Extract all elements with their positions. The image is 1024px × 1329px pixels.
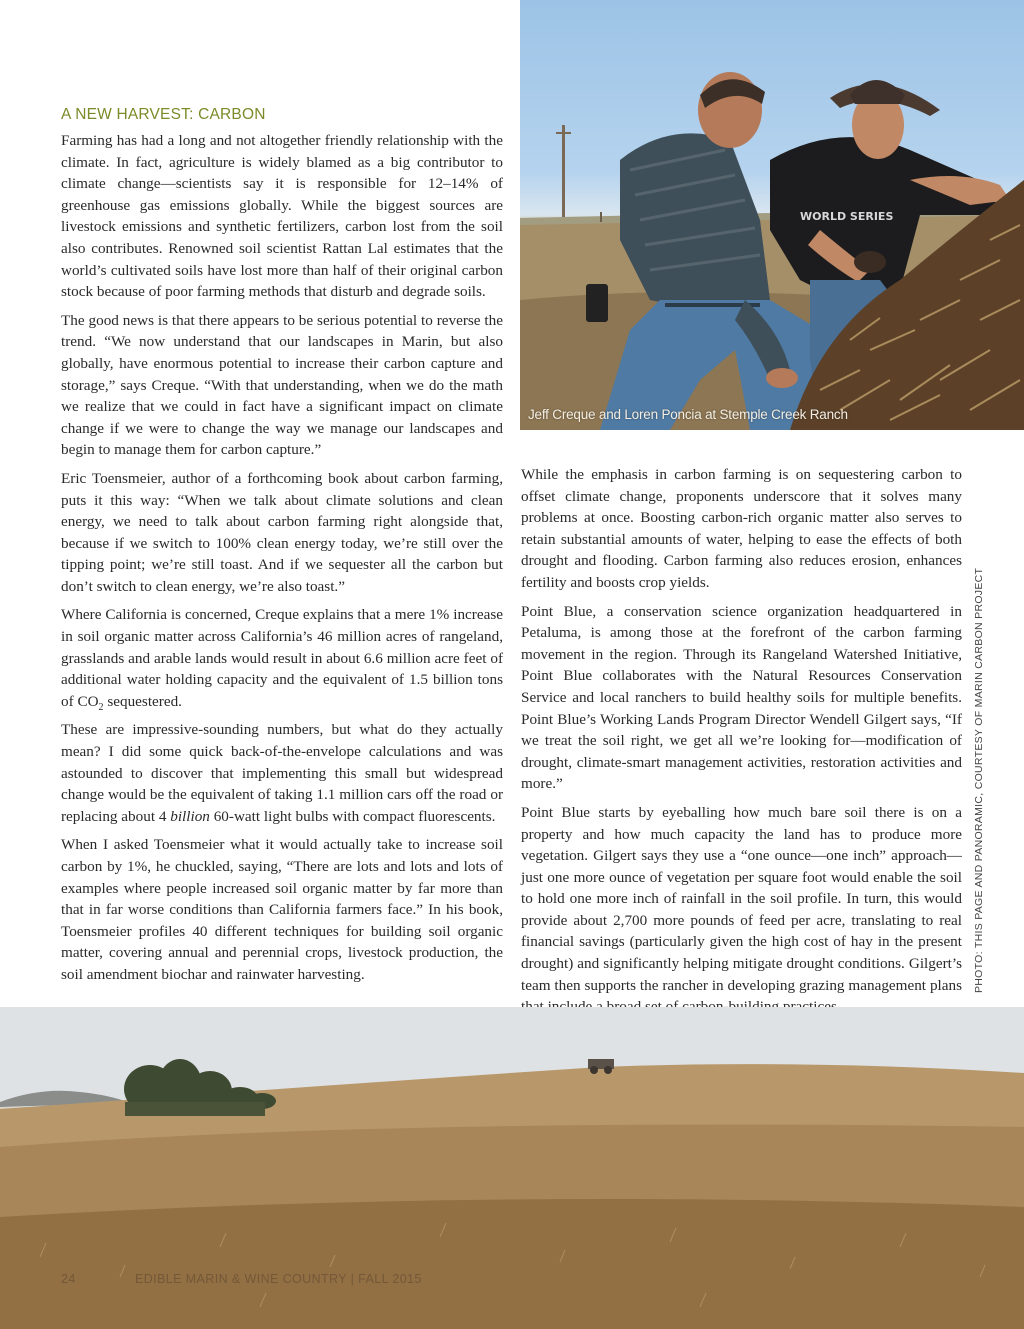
emphasis-billion: billion — [170, 807, 210, 825]
shirt-print-text: WORLD SERIES — [800, 210, 894, 223]
paragraph-calculations-text: These are impressive-sounding numbers, but what do they actually mean? I did some quick back-of-the-envelope calculations and was astounded to discover that implementing this small but widespread change would be the equivalent of taking 1.1 million cars off the road or replacing about 4 — [61, 721, 503, 825]
photo-ranchers-illustration — [520, 0, 1024, 430]
page-number: 24 — [61, 1272, 76, 1286]
paragraph-toensmeier: Eric Toensmeier, author of a forthcoming book about carbon farming, puts it this way: “When we talk about climate solutions and clean energy, we need to talk about carbon farming right alongside that, because if we switch to 100% clean energy today, we’re still over the tipping point; we’re still toast. And if we sequester all the carbon but don’t switch to clean energy, we’re also toast.” — [61, 469, 503, 595]
article-left-column — [61, 130, 503, 993]
paragraph-california-text: Where California is concerned, Creque explains that a mere 1% increase in soil organic matter across California’s 46 million acres of rangeland, grasslands and arable lands would result in about 6.6 million acre feet of additional water holding capacity and the equivalent of 1.5 billion tons of CO — [61, 606, 503, 710]
paragraph-emphasis: While the emphasis in carbon farming is on sequestering carbon to offset climate change, proponents underscore that it solves many problems at once. Boosting carbon-rich organic matter also serves to retain substantial amounts of water, helping to ease the effects of both drought and flooding. Carbon farming also reduces erosion, enhances fertility and boosts crop yields. — [521, 466, 962, 591]
paragraph-point-blue: Point Blue, a conservation science organization headquartered in Petaluma, is among those at the forefront of the carbon farming movement in the region. Through its Rangeland Watershed Initiative, Point Blue collaborates with the Natural Resources Conservation Service and local ranchers to build healthy soils for multiple benefits. Point Blue’s Working Lands Program Director Wendell Gilgert says, “If we treat the soil right, we get all we’re looking for—modification of drought, climate-smart management activities, restoration activities and more.” — [521, 602, 962, 793]
article-right-column — [521, 464, 962, 1025]
paragraph-calculations-end: 60-watt light bulbs with compact fluorescents. — [209, 807, 496, 825]
paragraph-california — [61, 604, 503, 712]
paragraph-california-end: sequestered. — [103, 692, 182, 710]
paragraph-calculations — [61, 719, 503, 827]
photo-credit: PHOTO: THIS PAGE AND PANORAMIC, COURTESY OF MARIN CARBON PROJECT — [973, 567, 985, 993]
section-heading: A NEW HARVEST: CARBON — [61, 106, 266, 123]
paragraph-good-news: The good news is that there appears to be serious potential to reverse the trend. “We now understand that our landscapes in Marin, but also globally, have enormous potential to increase their carbon capture and storage,” says Creque. “With that understanding, when we do the math we realize that we could in fact have a significant impact on climate change if we were to change the way we manage our landscapes and begin to manage them for carbon capture.” — [61, 311, 503, 459]
paragraph-gilgert: Point Blue starts by eyeballing how much bare soil there is on a property and how much capacity the land has to produce more vegetation. Gilgert says they use a “one ounce—one inch” approach—just one more ounce of vegetation per square foot would enable the soil to hold one more inch of rainfall in the soil profile. In turn, this would provide about 2,700 more pounds of feed per acre, translating to real financial savings (particularly given the high cost of hay in the present drought) and significantly helping mitigate drought conditions. Gilgert’s team then supports the rancher in developing grazing management plans — [521, 803, 962, 994]
paragraph-techniques: When I asked Toensmeier what it would actually take to increase soil carbon by 1%, he chuckled, saying, “There are lots and lots and lots of examples where people increased soil organic matter by far more than that in far worse conditions than California farmers face.” In his book, Toensmeier profiles 40 different techniques for building soil organic matter, covering annual and perennial crops, livestock production, the soil amendment biochar and rainwater harvesting. — [61, 836, 503, 983]
co2-subscript: 2 — [98, 701, 104, 713]
publication-footer: EDIBLE MARIN & WINE COUNTRY | FALL 2015 — [135, 1272, 422, 1286]
paragraph-intro: Farming has had a long and not altogether friendly relationship with the climate. In fact, agriculture is widely blamed as a big contributor to climate change—scientists say it is responsible for 12–14% of greenhouse gas emissions globally. While the biggest sources are livestock emissions and synthetic fertilizers, carbon lost from the soil also contributes. Renowned soil scientist Rattan Lal estimates that the world’s cultivated soils have lost more than half of their original carbon stock because of poor farming methods that disturb and degrade soils. — [61, 132, 503, 301]
photo-caption: Jeff Creque and Loren Poncia at Stemple Creek Ranch — [528, 407, 848, 422]
photo-ranchers-compost — [520, 0, 1024, 430]
